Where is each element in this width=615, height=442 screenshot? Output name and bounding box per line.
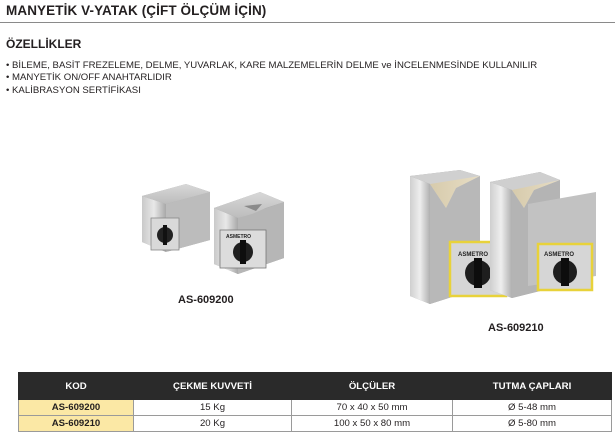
product-code-cell: AS-609200 xyxy=(19,400,134,416)
product-code-label: AS-609210 xyxy=(488,322,544,334)
pull-force-cell: 20 Kg xyxy=(134,416,292,432)
brand-label: ASMETRO xyxy=(544,252,574,258)
v-block-large-pair-image xyxy=(400,168,600,318)
title-divider xyxy=(0,22,615,23)
brand-label: ASMETRO xyxy=(458,252,488,258)
product-code-label: AS-609200 xyxy=(178,294,234,306)
table-row xyxy=(19,416,612,432)
feature-item: • MANYETİK ON/OFF ANAHTARLIDIR xyxy=(6,72,537,84)
holding-diameter-cell: Ø 5-48 mm xyxy=(453,400,612,416)
feature-item: • KALİBRASYON SERTİFİKASI xyxy=(6,85,537,97)
page-title: MANYETİK V-YATAK (ÇİFT ÖLÇÜM İÇİN) xyxy=(6,3,267,18)
feature-item: • BİLEME, BASİT FREZELEME, DELME, YUVARLAK, KARE MALZEMELERİN DELME ve İNCELENMESİNDE KULLANILIR xyxy=(6,60,537,72)
table-header-row xyxy=(19,373,612,400)
brand-label: ASMETRO xyxy=(226,234,251,240)
features-list xyxy=(6,60,537,97)
dimensions-cell: 70 x 40 x 50 mm xyxy=(292,400,453,416)
product-code-cell: AS-609210 xyxy=(19,416,134,432)
table-row xyxy=(19,400,612,416)
dimensions-cell: 100 x 50 x 80 mm xyxy=(292,416,453,432)
column-header-tutma-caplari: TUTMA ÇAPLARI xyxy=(453,373,612,400)
column-header-kod: KOD xyxy=(19,373,134,400)
column-header-cekme-kuvveti: ÇEKME KUVVETİ xyxy=(134,373,292,400)
holding-diameter-cell: Ø 5-80 mm xyxy=(453,416,612,432)
pull-force-cell: 15 Kg xyxy=(134,400,292,416)
v-block-small-pair-image xyxy=(134,178,314,278)
spec-table xyxy=(18,372,612,432)
column-header-olculer: ÖLÇÜLER xyxy=(292,373,453,400)
features-heading: ÖZELLİKLER xyxy=(6,37,82,51)
